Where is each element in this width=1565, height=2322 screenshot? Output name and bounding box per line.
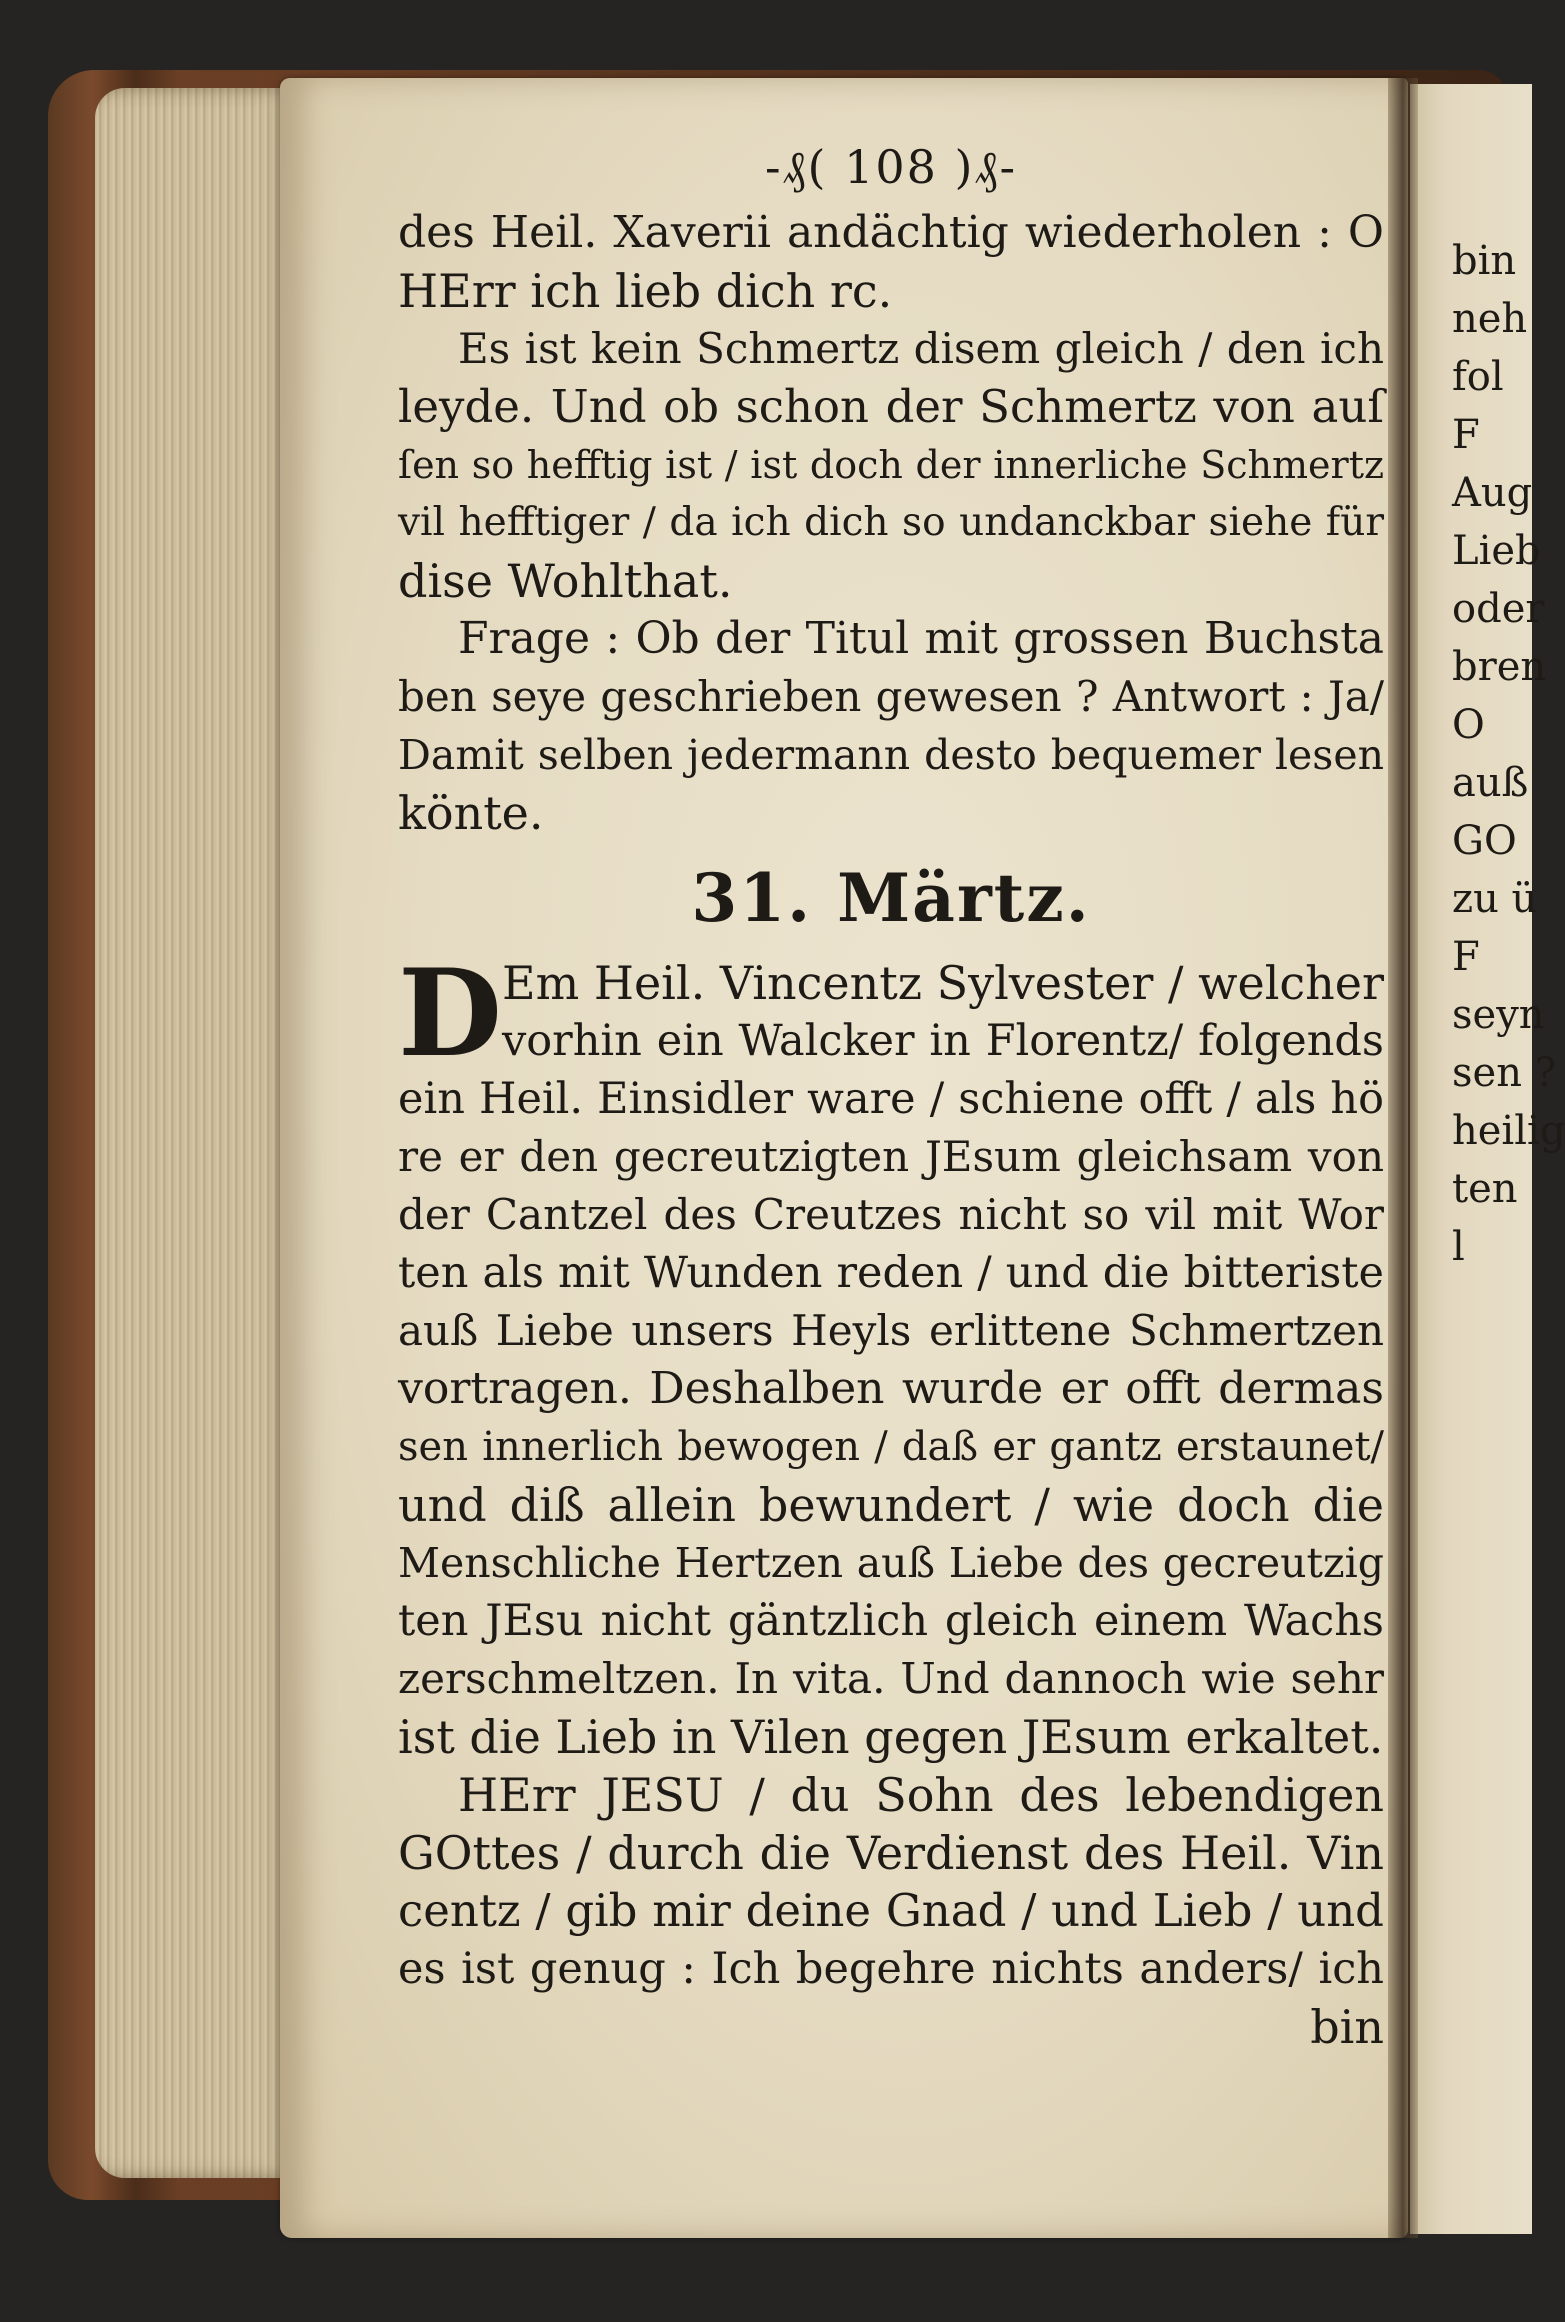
text-line: es ist genug : Ich begehre nichts anders/ ich	[398, 1944, 1384, 1994]
page-text	[398, 140, 1384, 2056]
text-line: centz / gib mir deine Gnad / und Lieb / und	[398, 1884, 1384, 1937]
text-line: des Heil. Xaverii andächtig wiederholen : O	[398, 207, 1384, 258]
text-line: ben seye geschrieben gewesen ? Antwort : Ja/	[398, 672, 1384, 721]
text-line: auß Liebe unsers Heyls erlittene Schmertzen	[398, 1306, 1384, 1355]
fragment: neh	[1452, 296, 1528, 342]
paragraph-1	[398, 204, 1384, 320]
text-line: Em Heil. Vincentz Sylvester / welcher	[502, 956, 1384, 1010]
fragment: seyn	[1452, 992, 1545, 1038]
fragment: F	[1452, 934, 1480, 980]
text-line: Frage : Ob der Titul mit grossen Buchsta	[458, 613, 1384, 664]
paragraph-5	[398, 1766, 1384, 1998]
fragment: oder	[1452, 586, 1545, 632]
fragment: Aug	[1452, 470, 1533, 516]
text-line: und diß allein bewundert / wie doch die	[398, 1478, 1384, 1532]
text-line: vorhin ein Walcker in Florentz/ folgends	[502, 1016, 1384, 1066]
text-line: re er den gecreutzigten JEsum gleichsam von	[398, 1132, 1384, 1181]
drop-cap: D	[398, 943, 503, 1084]
book-gutter	[1388, 78, 1418, 2238]
text-line: ist die Lieb in Vilen gegen JEsum erkaltet.	[398, 1710, 1384, 1764]
text-line: ein Heil. Einsidler ware / schiene offt / als hö	[398, 1074, 1384, 1124]
fragment: Lieb	[1452, 528, 1541, 574]
paragraph-4-opening	[398, 943, 1384, 1084]
fragment: GO	[1452, 818, 1517, 864]
fragment: O	[1452, 702, 1485, 748]
fragment: zu ü	[1452, 876, 1538, 922]
text-line: HErr JESU / du Sohn des lebendigen	[458, 1768, 1384, 1822]
text-line: HErr ich lieb dich rc.	[398, 264, 893, 318]
text-line: sen innerlich bewogen / daß er gantz erstaunet/	[398, 1424, 1384, 1470]
paragraph-4	[398, 1070, 1384, 1766]
text-line: dise Wohlthat.	[398, 554, 733, 608]
fragment: l	[1452, 1224, 1465, 1270]
fragment: ten	[1452, 1166, 1518, 1212]
text-line: ten JEsu nicht gäntzlich gleich einem Wachs	[398, 1596, 1384, 1646]
text-line: der Cantzel des Creutzes nicht so vil mit Wor	[398, 1190, 1384, 1239]
fragment: sen ?	[1452, 1050, 1557, 1096]
text-line: könte.	[398, 786, 544, 840]
text-line: Es ist kein Schmertz disem gleich / den ich	[458, 324, 1384, 373]
text-line: zerschmeltzen. In vita. Und dannoch wie sehr	[398, 1654, 1384, 1703]
page-header: -₰( 108 )₰-	[764, 140, 1018, 194]
text-line: ten als mit Wunden reden / und die bitteriste	[398, 1248, 1384, 1298]
text-line: ſen so hefftig ist / ist doch der innerliche Schmertz	[398, 443, 1384, 487]
text-line: leyde. Und ob schon der Schmertz von auſ	[398, 380, 1384, 433]
catchword: bin	[1310, 2000, 1384, 2054]
text-line: Menschliche Hertzen auß Liebe des gecreutzig	[398, 1539, 1384, 1587]
fragment: F	[1452, 412, 1480, 458]
fragment: heilig	[1452, 1108, 1565, 1154]
fragment: bren	[1452, 644, 1547, 690]
text-line: vil hefftiger / da ich dich so undanckbar siehe für	[398, 500, 1384, 545]
fragment: bin	[1452, 238, 1517, 284]
text-line: Damit selben jedermann desto bequemer lesen	[398, 731, 1384, 779]
right-page-text	[1452, 232, 1565, 1276]
paragraph-3	[398, 610, 1384, 842]
text-line: vortragen. Deshalben wurde er offt dermas	[398, 1363, 1384, 1414]
text-line: GOttes / durch die Verdienst des Heil. Vin	[398, 1826, 1384, 1880]
paragraph-2	[398, 320, 1384, 610]
page-edges	[95, 88, 295, 2178]
fragment: auß	[1452, 760, 1529, 806]
section-heading: 31. Märtz.	[691, 859, 1091, 937]
fragment: fol	[1452, 354, 1504, 400]
